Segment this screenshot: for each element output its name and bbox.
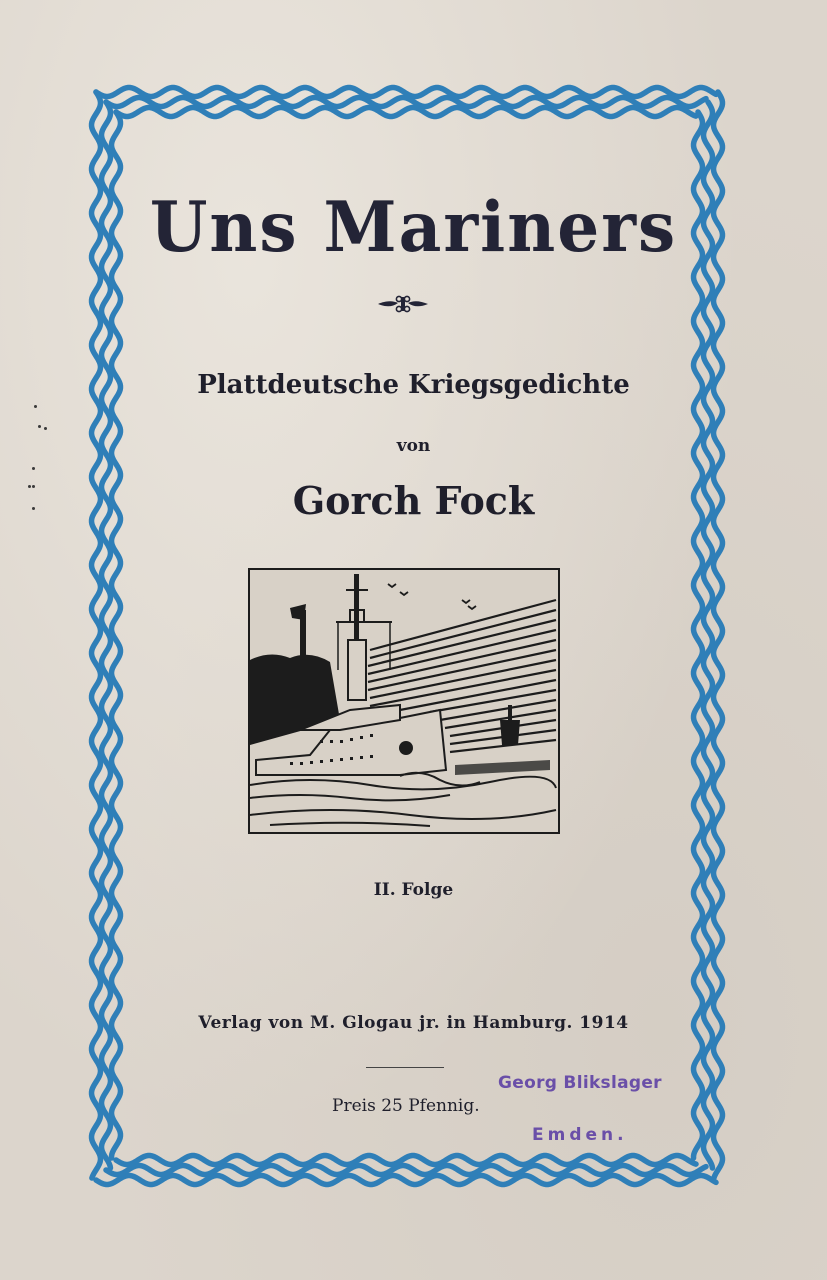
- battleship-illustration-icon: [250, 570, 558, 832]
- divider-rule: [366, 1067, 444, 1068]
- ownership-stamp-city: Emden.: [532, 1125, 628, 1145]
- fleuron-ornament-icon: [376, 294, 430, 314]
- price-label: Preis 25 Pfennig.: [332, 1096, 480, 1116]
- battleship-illustration: [248, 568, 560, 834]
- book-title: Uns Mariners: [149, 186, 678, 268]
- series-label: II. Folge: [373, 880, 454, 900]
- ownership-stamp-name: Georg Blikslager: [498, 1073, 662, 1093]
- book-subtitle: Plattdeutsche Kriegsgedichte: [197, 370, 630, 400]
- publisher-line: Verlag von M. Glogau jr. in Hamburg. 1914: [198, 1013, 629, 1033]
- by-label: von: [396, 436, 431, 456]
- author-name: Gorch Fock: [292, 478, 535, 523]
